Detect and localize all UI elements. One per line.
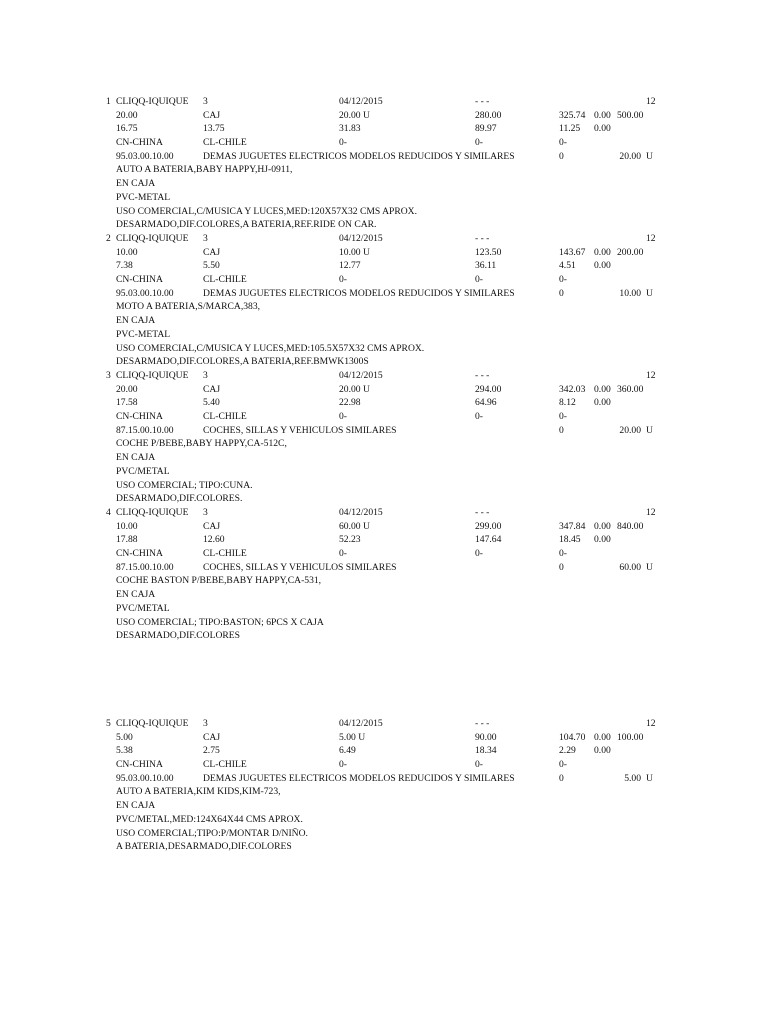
cell: 0- — [475, 759, 483, 771]
desc-line: DESARMADO,DIF.COLORES — [116, 630, 240, 642]
origin-row — [0, 273, 768, 287]
entry-number: 1 — [106, 96, 111, 107]
origin-row — [0, 758, 768, 772]
date: 04/12/2015 — [339, 370, 383, 381]
tariff-code: 95.03.00.10.00 — [116, 772, 174, 784]
origin: CN-CHINA — [116, 548, 163, 560]
quantity-row — [0, 109, 768, 123]
code: 3 — [203, 96, 208, 107]
cell: 0 — [559, 150, 564, 162]
cell: 0- — [475, 411, 483, 423]
dashes: - - - — [475, 370, 490, 381]
entry-header — [0, 369, 768, 383]
cell: 20.00 U — [339, 109, 370, 121]
desc-line: AUTO A BATERIA,BABY HAPPY,HJ-0911, — [116, 164, 293, 176]
tariff-code: 95.03.00.10.00 — [116, 287, 174, 299]
tariff-code: 95.03.00.10.00 — [116, 150, 174, 162]
cell: 18.34 — [475, 745, 497, 757]
code: 3 — [203, 718, 208, 729]
port: CLIQQ-IQUIQUE — [116, 370, 189, 381]
cell: 294.00 — [475, 383, 502, 395]
cell: 17.58 — [116, 397, 138, 409]
port: CLIQQ-IQUIQUE — [116, 718, 189, 729]
desc-line: EN CAJA — [116, 178, 156, 190]
desc-line: USO COMERCIAL; TIPO:BASTON; 6PCS X CAJA — [116, 616, 324, 628]
desc-line: A BATERIA,DESARMADO,DIF.COLORES — [116, 841, 292, 853]
desc-line: USO COMERCIAL;TIPO:P/MONTAR D/NIÑO. — [116, 827, 308, 839]
desc-line: USO COMERCIAL,C/MUSICA Y LUCES,MED:120X57X32 CMS APROX. — [116, 205, 418, 217]
cell: 36.11 — [475, 260, 497, 272]
value-row — [0, 396, 768, 410]
tariff-description: DEMAS JUGUETES ELECTRICOS MODELOS REDUCIDOS Y SIMILARES — [203, 772, 515, 784]
cell: 0- — [339, 548, 347, 560]
tariff-description: DEMAS JUGUETES ELECTRICOS MODELOS REDUCIDOS Y SIMILARES — [203, 287, 515, 299]
cell: 0- — [559, 274, 567, 286]
cell: 143.67 — [559, 246, 586, 258]
cell: 22.98 — [339, 397, 361, 409]
cell: 0.00 — [594, 731, 611, 743]
cell: 0- — [339, 411, 347, 423]
desc-line: DESARMADO,DIF.COLORES,A BATERIA,REF.RIDE ON CAR. — [116, 219, 377, 231]
desc-line: PVC/METAL — [116, 602, 170, 614]
date: 04/12/2015 — [339, 96, 383, 107]
cell: 342.03 — [559, 383, 586, 395]
unit: U — [646, 150, 653, 162]
entry-header — [0, 95, 768, 109]
date: 04/12/2015 — [339, 718, 383, 729]
value-row — [0, 259, 768, 273]
cell: CAJ — [203, 731, 221, 743]
tariff-description: COCHES, SILLAS Y VEHICULOS SIMILARES — [203, 561, 397, 573]
tariff-code: 87.15.00.10.00 — [116, 424, 174, 436]
entry-header — [0, 717, 768, 731]
cell: 7.38 — [116, 260, 133, 272]
tariff-row — [0, 424, 768, 438]
cell: 5.50 — [203, 260, 220, 272]
cell: 0- — [559, 137, 567, 149]
desc-line: USO COMERCIAL; TIPO:CUNA. — [116, 479, 253, 491]
entry-number: 4 — [106, 507, 111, 518]
cell: 123.50 — [475, 246, 502, 258]
code: 3 — [203, 507, 208, 518]
desc-line: COCHE P/BEBE,BABY HAPPY,CA-512C, — [116, 438, 287, 450]
desc-line: EN CAJA — [116, 315, 156, 327]
cell: 0- — [559, 759, 567, 771]
destination: CL-CHILE — [203, 548, 247, 560]
cell: 10.00 U — [339, 246, 370, 258]
cell: CAJ — [203, 109, 221, 121]
cell: 20.00 — [619, 150, 641, 162]
desc-line: PVC-METAL — [116, 191, 171, 203]
port: CLIQQ-IQUIQUE — [116, 233, 189, 244]
origin-row — [0, 547, 768, 561]
cell: 10.00 — [116, 246, 138, 258]
cell: 18.45 — [559, 534, 581, 546]
cell: 89.97 — [475, 123, 497, 135]
cell: 0 — [559, 561, 564, 573]
cell: 200.00 — [617, 246, 644, 258]
dashes: - - - — [475, 718, 490, 729]
entry-4 — [0, 506, 768, 643]
cell: 0- — [559, 411, 567, 423]
desc-line: PVC/METAL,MED:124X64X44 CMS APROX. — [116, 813, 303, 825]
unit: U — [646, 561, 653, 573]
cell: CAJ — [203, 246, 221, 258]
desc-line: PVC-METAL — [116, 328, 171, 340]
cell: 0 — [559, 287, 564, 299]
entry-header — [0, 232, 768, 246]
count: 12 — [646, 370, 656, 381]
cell: 20.00 — [116, 109, 138, 121]
cell: 0- — [559, 548, 567, 560]
cell: 147.64 — [475, 534, 502, 546]
cell: 20.00 — [116, 383, 138, 395]
dashes: - - - — [475, 233, 490, 244]
destination: CL-CHILE — [203, 137, 247, 149]
cell: 10.00 — [619, 287, 641, 299]
tariff-row — [0, 561, 768, 575]
cell: 840.00 — [617, 520, 644, 532]
cell: 500.00 — [617, 109, 644, 121]
cell: 2.29 — [559, 745, 576, 757]
tariff-row — [0, 150, 768, 164]
cell: 0.00 — [594, 246, 611, 258]
origin: CN-CHINA — [116, 411, 163, 423]
quantity-row — [0, 383, 768, 397]
cell: 360.00 — [617, 383, 644, 395]
cell: 280.00 — [475, 109, 502, 121]
entry-number: 5 — [106, 718, 111, 729]
cell: 2.75 — [203, 745, 220, 757]
cell: 10.00 — [116, 520, 138, 532]
entry-5 — [0, 717, 768, 854]
cell: 0.00 — [594, 109, 611, 121]
cell: CAJ — [203, 383, 221, 395]
entry-2 — [0, 232, 768, 369]
entry-3 — [0, 369, 768, 506]
entry-number: 2 — [106, 233, 111, 244]
cell: 0.00 — [594, 745, 611, 757]
cell: 0- — [475, 137, 483, 149]
cell: 52.23 — [339, 534, 361, 546]
destination: CL-CHILE — [203, 274, 247, 286]
cell: 0.00 — [594, 534, 611, 546]
cell: 0.00 — [594, 123, 611, 135]
cell: 20.00 — [619, 424, 641, 436]
cell: 60.00 — [619, 561, 641, 573]
dashes: - - - — [475, 96, 490, 107]
destination: CL-CHILE — [203, 759, 247, 771]
cell: 4.51 — [559, 260, 576, 272]
origin-row — [0, 410, 768, 424]
cell: 16.75 — [116, 123, 138, 135]
cell: 0.00 — [594, 397, 611, 409]
entry-1 — [0, 95, 768, 232]
origin: CN-CHINA — [116, 759, 163, 771]
desc-line: DESARMADO,DIF.COLORES,A BATERIA,REF.BMWK1300S — [116, 356, 369, 368]
desc-line: DESARMADO,DIF.COLORES. — [116, 493, 243, 505]
desc-line: EN CAJA — [116, 589, 156, 601]
cell: 60.00 U — [339, 520, 370, 532]
desc-line: EN CAJA — [116, 800, 156, 812]
quantity-row — [0, 246, 768, 260]
cell: 0 — [559, 772, 564, 784]
cell: 5.38 — [116, 745, 133, 757]
cell: 0 — [559, 424, 564, 436]
entry-number: 3 — [106, 370, 111, 381]
cell: 104.70 — [559, 731, 586, 743]
port: CLIQQ-IQUIQUE — [116, 96, 189, 107]
origin-row — [0, 136, 768, 150]
desc-line: MOTO A BATERIA,S/MARCA,383, — [116, 301, 261, 313]
value-row — [0, 122, 768, 136]
cell: 100.00 — [617, 731, 644, 743]
cell: 5.00 — [116, 731, 133, 743]
dashes: - - - — [475, 507, 490, 518]
cell: 0.00 — [594, 260, 611, 272]
unit: U — [646, 424, 653, 436]
cell: 17.88 — [116, 534, 138, 546]
destination: CL-CHILE — [203, 411, 247, 423]
code: 3 — [203, 233, 208, 244]
cell: CAJ — [203, 520, 221, 532]
cell: 64.96 — [475, 397, 497, 409]
tariff-row — [0, 287, 768, 301]
date: 04/12/2015 — [339, 233, 383, 244]
cell: 0.00 — [594, 383, 611, 395]
cell: 0- — [475, 548, 483, 560]
cell: 5.00 U — [339, 731, 366, 743]
date: 04/12/2015 — [339, 507, 383, 518]
cell: 0.00 — [594, 520, 611, 532]
cell: 12.77 — [339, 260, 361, 272]
cell: 12.60 — [203, 534, 225, 546]
tariff-row — [0, 772, 768, 786]
desc-line: EN CAJA — [116, 452, 156, 464]
cell: 11.25 — [559, 123, 581, 135]
cell: 325.74 — [559, 109, 586, 121]
value-row — [0, 533, 768, 547]
quantity-row — [0, 731, 768, 745]
tariff-code: 87.15.00.10.00 — [116, 561, 174, 573]
origin: CN-CHINA — [116, 137, 163, 149]
cell: 8.12 — [559, 397, 576, 409]
origin: CN-CHINA — [116, 274, 163, 286]
cell: 20.00 U — [339, 383, 370, 395]
count: 12 — [646, 96, 656, 107]
port: CLIQQ-IQUIQUE — [116, 507, 189, 518]
count: 12 — [646, 507, 656, 518]
cell: 0- — [339, 137, 347, 149]
count: 12 — [646, 718, 656, 729]
entry-header — [0, 506, 768, 520]
cell: 299.00 — [475, 520, 502, 532]
desc-line: PVC/METAL — [116, 465, 170, 477]
desc-line: AUTO A BATERIA,KIM KIDS,KIM-723, — [116, 786, 281, 798]
tariff-description: COCHES, SILLAS Y VEHICULOS SIMILARES — [203, 424, 397, 436]
cell: 0- — [475, 274, 483, 286]
quantity-row — [0, 520, 768, 534]
desc-line: COCHE BASTON P/BEBE,BABY HAPPY,CA-531, — [116, 575, 322, 587]
count: 12 — [646, 233, 656, 244]
cell: 5.00 — [624, 772, 641, 784]
cell: 347.84 — [559, 520, 586, 532]
tariff-description: DEMAS JUGUETES ELECTRICOS MODELOS REDUCIDOS Y SIMILARES — [203, 150, 515, 162]
cell: 5.40 — [203, 397, 220, 409]
desc-line: USO COMERCIAL,C/MUSICA Y LUCES,MED:105.5X57X32 CMS APROX. — [116, 342, 425, 354]
cell: 6.49 — [339, 745, 356, 757]
value-row — [0, 744, 768, 758]
code: 3 — [203, 370, 208, 381]
unit: U — [646, 287, 653, 299]
cell: 0- — [339, 274, 347, 286]
cell: 31.83 — [339, 123, 361, 135]
unit: U — [646, 772, 653, 784]
cell: 13.75 — [203, 123, 225, 135]
cell: 0- — [339, 759, 347, 771]
cell: 90.00 — [475, 731, 497, 743]
